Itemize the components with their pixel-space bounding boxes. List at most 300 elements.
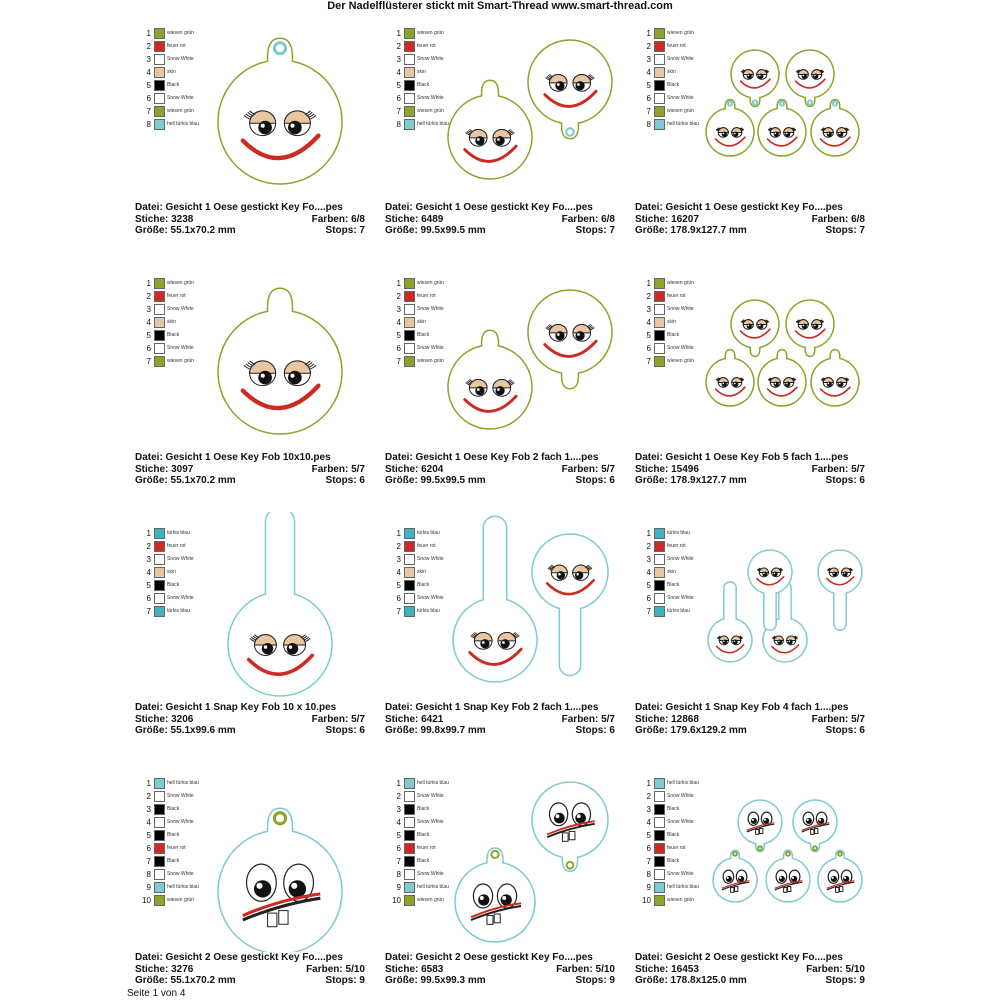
color-swatch <box>654 554 665 565</box>
thread-color-item <box>394 593 514 606</box>
color-swatch <box>154 356 165 367</box>
thread-number: 9 <box>146 883 151 892</box>
thread-color-item <box>394 856 514 869</box>
thread-color-item <box>644 330 764 343</box>
thread-color-item <box>144 804 264 817</box>
thread-color-item <box>394 41 514 54</box>
stop-count: Stops: 6 <box>325 725 365 736</box>
thread-name: wiesen grün <box>417 897 444 903</box>
thread-name: skin <box>667 69 676 75</box>
color-count: Farben: 5/10 <box>306 963 365 975</box>
color-swatch <box>154 843 165 854</box>
design-size: Größe: 99.5x99.5 mm <box>385 475 486 486</box>
thread-number: 7 <box>146 357 151 366</box>
thread-name: hell türkis blau <box>667 780 699 786</box>
color-count: Farben: 5/7 <box>561 463 615 475</box>
thread-color-item <box>644 317 764 330</box>
design-info <box>135 202 365 237</box>
color-swatch <box>154 541 165 552</box>
color-swatch <box>404 317 415 328</box>
color-swatch <box>654 93 665 104</box>
thread-name: Black <box>667 806 680 812</box>
color-swatch <box>154 28 165 39</box>
thread-name: Black <box>667 858 680 864</box>
thread-name: Black <box>417 582 430 588</box>
color-swatch <box>154 882 165 893</box>
thread-number: 6 <box>646 94 651 103</box>
thread-name: feuer rot <box>417 845 436 851</box>
thread-number: 2 <box>146 792 151 801</box>
thread-color-item <box>144 304 264 317</box>
thread-color-item <box>394 895 514 908</box>
thread-name: Snow White <box>167 345 194 351</box>
thread-color-item <box>394 356 514 369</box>
color-swatch <box>404 106 415 117</box>
thread-color-item <box>644 67 764 80</box>
color-swatch <box>154 817 165 828</box>
thread-color-item <box>644 106 764 119</box>
thread-color-item <box>144 830 264 843</box>
thread-color-item <box>394 528 514 541</box>
thread-name: Snow White <box>667 56 694 62</box>
thread-name: wiesen grün <box>167 897 194 903</box>
thread-color-item <box>644 343 764 356</box>
color-swatch <box>404 356 415 367</box>
thread-color-item <box>144 541 264 554</box>
thread-color-item <box>644 817 764 830</box>
thread-name: hell türkis blau <box>167 780 199 786</box>
design-info <box>635 202 865 237</box>
design-size: Größe: 55.1x70.2 mm <box>135 975 236 986</box>
thread-color-item <box>644 778 764 791</box>
thread-name: wiesen grün <box>417 358 444 364</box>
color-swatch <box>654 41 665 52</box>
thread-name: wiesen grün <box>167 30 194 36</box>
thread-color-list <box>144 28 264 132</box>
color-swatch <box>404 304 415 315</box>
design-info <box>135 452 365 487</box>
thread-color-item <box>644 80 764 93</box>
stitch-count: Stiche: 3097 <box>135 463 194 475</box>
thread-name: Snow White <box>667 871 694 877</box>
thread-name: türkis blau <box>167 608 190 614</box>
thread-color-item <box>144 119 264 132</box>
color-swatch <box>404 541 415 552</box>
file-name: Datei: Gesicht 1 Oese gestickt Key Fo....pes <box>635 202 843 213</box>
thread-number: 6 <box>396 594 401 603</box>
thread-number: 3 <box>146 55 151 64</box>
thread-color-item <box>394 67 514 80</box>
thread-color-item <box>144 291 264 304</box>
thread-color-item <box>644 528 764 541</box>
color-swatch <box>654 778 665 789</box>
design-info <box>635 952 865 987</box>
color-swatch <box>404 606 415 617</box>
thread-number: 3 <box>646 305 651 314</box>
color-swatch <box>154 606 165 617</box>
stop-count: Stops: 7 <box>575 225 615 236</box>
stitch-count: Stiche: 3276 <box>135 963 194 975</box>
thread-name: Snow White <box>667 95 694 101</box>
color-swatch <box>654 317 665 328</box>
thread-name: Black <box>167 832 180 838</box>
color-swatch <box>654 278 665 289</box>
thread-name: hell türkis blau <box>167 884 199 890</box>
thread-name: feuer rot <box>667 543 686 549</box>
thread-name: türkis blau <box>417 530 440 536</box>
color-swatch <box>654 67 665 78</box>
color-swatch <box>404 41 415 52</box>
stop-count: Stops: 6 <box>825 725 865 736</box>
thread-name: türkis blau <box>667 608 690 614</box>
thread-color-list <box>644 278 764 369</box>
thread-color-item <box>144 869 264 882</box>
thread-color-item <box>144 54 264 67</box>
thread-color-item <box>144 778 264 791</box>
color-count: Farben: 5/7 <box>811 463 865 475</box>
thread-name: Snow White <box>417 819 444 825</box>
design-size: Größe: 99.5x99.3 mm <box>385 975 486 986</box>
thread-color-item <box>144 356 264 369</box>
page-footer: Seite 1 von 4 <box>127 988 186 999</box>
thread-color-item <box>644 41 764 54</box>
thread-color-item <box>394 804 514 817</box>
thread-color-item <box>144 278 264 291</box>
thread-name: Black <box>167 858 180 864</box>
thread-color-item <box>394 106 514 119</box>
thread-number: 10 <box>642 896 651 905</box>
color-swatch <box>654 528 665 539</box>
thread-color-item <box>644 567 764 580</box>
stitch-count: Stiche: 15496 <box>635 463 699 475</box>
color-swatch <box>154 804 165 815</box>
color-swatch <box>654 606 665 617</box>
color-swatch <box>404 343 415 354</box>
thread-color-list <box>644 528 764 619</box>
color-swatch <box>154 291 165 302</box>
thread-number: 8 <box>396 870 401 879</box>
thread-name: wiesen grün <box>417 30 444 36</box>
design-size: Größe: 99.8x99.7 mm <box>385 725 486 736</box>
design-size: Größe: 55.1x70.2 mm <box>135 475 236 486</box>
design-cell <box>380 512 620 737</box>
thread-number: 5 <box>146 831 151 840</box>
thread-name: Snow White <box>167 95 194 101</box>
file-name: Datei: Gesicht 1 Oese gestickt Key Fo....pes <box>135 202 343 213</box>
color-swatch <box>654 80 665 91</box>
thread-name: Snow White <box>417 871 444 877</box>
thread-name: skin <box>417 69 426 75</box>
thread-color-item <box>144 580 264 593</box>
design-size: Größe: 179.6x129.2 mm <box>635 725 747 736</box>
color-swatch <box>404 580 415 591</box>
thread-number: 5 <box>646 581 651 590</box>
thread-number: 7 <box>646 357 651 366</box>
thread-number: 6 <box>646 594 651 603</box>
thread-number: 4 <box>146 818 151 827</box>
color-swatch <box>154 278 165 289</box>
thread-number: 5 <box>646 81 651 90</box>
thread-name: Snow White <box>167 819 194 825</box>
color-swatch <box>654 791 665 802</box>
color-swatch <box>404 528 415 539</box>
color-swatch <box>154 778 165 789</box>
thread-color-item <box>644 93 764 106</box>
design-cell <box>130 762 370 987</box>
color-swatch <box>654 330 665 341</box>
thread-number: 3 <box>146 805 151 814</box>
thread-name: skin <box>417 319 426 325</box>
thread-name: skin <box>667 319 676 325</box>
thread-number: 2 <box>146 42 151 51</box>
thread-number: 6 <box>646 344 651 353</box>
thread-name: Black <box>417 332 430 338</box>
color-swatch <box>404 93 415 104</box>
thread-name: Black <box>667 332 680 338</box>
color-swatch <box>654 343 665 354</box>
color-count: Farben: 5/10 <box>556 963 615 975</box>
color-swatch <box>154 554 165 565</box>
stop-count: Stops: 9 <box>575 975 615 986</box>
color-swatch <box>154 895 165 906</box>
thread-color-item <box>644 593 764 606</box>
thread-number: 7 <box>396 857 401 866</box>
thread-name: wiesen grün <box>667 280 694 286</box>
thread-number: 4 <box>396 568 401 577</box>
thread-number: 4 <box>646 568 651 577</box>
thread-color-item <box>144 817 264 830</box>
thread-number: 4 <box>146 568 151 577</box>
thread-name: wiesen grün <box>167 358 194 364</box>
thread-number: 8 <box>396 120 401 129</box>
color-swatch <box>404 830 415 841</box>
thread-color-item <box>644 119 764 132</box>
thread-color-item <box>644 869 764 882</box>
thread-color-list <box>394 778 514 908</box>
thread-color-item <box>394 830 514 843</box>
thread-color-item <box>644 804 764 817</box>
thread-name: wiesen grün <box>667 358 694 364</box>
color-swatch <box>154 54 165 65</box>
thread-number: 1 <box>146 29 151 38</box>
thread-number: 4 <box>396 818 401 827</box>
stitch-count: Stiche: 6204 <box>385 463 444 475</box>
thread-number: 5 <box>146 331 151 340</box>
thread-name: wiesen grün <box>417 108 444 114</box>
thread-color-list <box>144 778 264 908</box>
thread-number: 2 <box>646 292 651 301</box>
color-swatch <box>154 528 165 539</box>
file-name: Datei: Gesicht 1 Snap Key Fob 10 x 10.pes <box>135 702 337 713</box>
thread-number: 5 <box>396 831 401 840</box>
color-swatch <box>154 317 165 328</box>
color-swatch <box>404 791 415 802</box>
color-swatch <box>154 830 165 841</box>
thread-color-item <box>394 278 514 291</box>
color-swatch <box>654 843 665 854</box>
thread-number: 5 <box>646 831 651 840</box>
thread-name: feuer rot <box>667 293 686 299</box>
thread-color-list <box>144 528 264 619</box>
color-swatch <box>654 304 665 315</box>
thread-number: 1 <box>396 279 401 288</box>
color-swatch <box>404 778 415 789</box>
thread-number: 1 <box>146 279 151 288</box>
color-swatch <box>404 804 415 815</box>
thread-color-item <box>644 882 764 895</box>
color-swatch <box>654 291 665 302</box>
color-swatch <box>404 278 415 289</box>
color-swatch <box>154 343 165 354</box>
thread-number: 4 <box>396 68 401 77</box>
thread-color-list <box>644 778 764 908</box>
thread-color-item <box>644 54 764 67</box>
color-swatch <box>654 106 665 117</box>
thread-name: Snow White <box>417 306 444 312</box>
color-swatch <box>154 41 165 52</box>
design-cell <box>130 512 370 737</box>
thread-number: 2 <box>396 792 401 801</box>
thread-color-item <box>394 343 514 356</box>
page-header: Der Nadelflüsterer stickt mit Smart-Thread www.smart-thread.com <box>327 0 673 12</box>
thread-number: 4 <box>646 318 651 327</box>
thread-color-item <box>144 843 264 856</box>
file-name: Datei: Gesicht 1 Oese Key Fob 10x10.pes <box>135 452 331 463</box>
color-swatch <box>154 93 165 104</box>
file-name: Datei: Gesicht 2 Oese gestickt Key Fo....pes <box>135 952 343 963</box>
thread-name: Black <box>167 82 180 88</box>
design-info <box>385 702 615 737</box>
thread-number: 2 <box>646 42 651 51</box>
thread-name: wiesen grün <box>667 108 694 114</box>
color-swatch <box>654 580 665 591</box>
thread-color-item <box>144 80 264 93</box>
thread-name: hell türkis blau <box>667 884 699 890</box>
thread-name: Snow White <box>417 595 444 601</box>
design-info <box>385 952 615 987</box>
thread-name: Black <box>417 806 430 812</box>
color-swatch <box>654 895 665 906</box>
thread-number: 1 <box>396 779 401 788</box>
thread-name: Snow White <box>167 556 194 562</box>
thread-number: 6 <box>646 844 651 853</box>
thread-color-item <box>144 343 264 356</box>
color-count: Farben: 5/7 <box>311 463 365 475</box>
file-name: Datei: Gesicht 1 Oese gestickt Key Fo....pes <box>385 202 593 213</box>
thread-name: Snow White <box>417 556 444 562</box>
thread-number: 3 <box>646 555 651 564</box>
thread-color-item <box>644 580 764 593</box>
file-name: Datei: Gesicht 1 Oese Key Fob 2 fach 1....pes <box>385 452 599 463</box>
thread-number: 2 <box>396 292 401 301</box>
thread-number: 1 <box>646 529 651 538</box>
color-swatch <box>404 80 415 91</box>
thread-number: 7 <box>146 857 151 866</box>
thread-color-item <box>644 856 764 869</box>
thread-number: 10 <box>392 896 401 905</box>
thread-name: wiesen grün <box>417 280 444 286</box>
color-swatch <box>404 895 415 906</box>
color-count: Farben: 6/8 <box>311 213 365 225</box>
design-cell <box>630 762 870 987</box>
thread-number: 8 <box>146 120 151 129</box>
color-swatch <box>154 67 165 78</box>
thread-color-item <box>394 817 514 830</box>
thread-number: 9 <box>646 883 651 892</box>
thread-color-item <box>394 554 514 567</box>
thread-name: türkis blau <box>167 530 190 536</box>
thread-name: Black <box>667 832 680 838</box>
thread-name: Snow White <box>667 556 694 562</box>
stitch-count: Stiche: 16453 <box>635 963 699 975</box>
color-swatch <box>154 869 165 880</box>
color-count: Farben: 5/10 <box>806 963 865 975</box>
thread-number: 1 <box>646 779 651 788</box>
thread-name: Snow White <box>167 306 194 312</box>
design-info <box>635 702 865 737</box>
thread-color-item <box>644 791 764 804</box>
thread-color-item <box>394 317 514 330</box>
thread-number: 2 <box>396 42 401 51</box>
stitch-count: Stiche: 3238 <box>135 213 194 225</box>
color-swatch <box>404 567 415 578</box>
thread-number: 7 <box>396 607 401 616</box>
thread-number: 7 <box>146 107 151 116</box>
thread-name: Snow White <box>417 793 444 799</box>
thread-name: hell türkis blau <box>417 121 449 127</box>
design-size: Größe: 178.9x127.7 mm <box>635 225 747 236</box>
color-swatch <box>654 830 665 841</box>
thread-color-list <box>394 278 514 369</box>
color-swatch <box>404 119 415 130</box>
thread-number: 2 <box>146 292 151 301</box>
thread-name: Snow White <box>167 871 194 877</box>
color-swatch <box>654 869 665 880</box>
thread-color-list <box>394 28 514 132</box>
thread-name: Black <box>167 332 180 338</box>
color-swatch <box>154 106 165 117</box>
thread-color-item <box>394 330 514 343</box>
thread-color-item <box>394 541 514 554</box>
color-swatch <box>404 54 415 65</box>
thread-number: 4 <box>646 68 651 77</box>
thread-name: wiesen grün <box>667 30 694 36</box>
thread-number: 6 <box>146 594 151 603</box>
color-swatch <box>404 28 415 39</box>
thread-name: Snow White <box>167 793 194 799</box>
thread-name: wiesen grün <box>167 280 194 286</box>
thread-name: skin <box>667 569 676 575</box>
thread-name: skin <box>417 569 426 575</box>
thread-color-item <box>394 843 514 856</box>
stop-count: Stops: 6 <box>325 475 365 486</box>
stop-count: Stops: 7 <box>325 225 365 236</box>
stitch-count: Stiche: 16207 <box>635 213 699 225</box>
color-count: Farben: 6/8 <box>561 213 615 225</box>
thread-color-item <box>394 119 514 132</box>
thread-name: Black <box>167 582 180 588</box>
thread-color-item <box>394 291 514 304</box>
thread-number: 7 <box>396 107 401 116</box>
thread-number: 1 <box>146 529 151 538</box>
color-swatch <box>404 330 415 341</box>
thread-name: feuer rot <box>167 293 186 299</box>
thread-number: 1 <box>396 29 401 38</box>
thread-name: feuer rot <box>167 845 186 851</box>
thread-color-item <box>644 356 764 369</box>
thread-color-item <box>394 882 514 895</box>
thread-number: 7 <box>646 857 651 866</box>
